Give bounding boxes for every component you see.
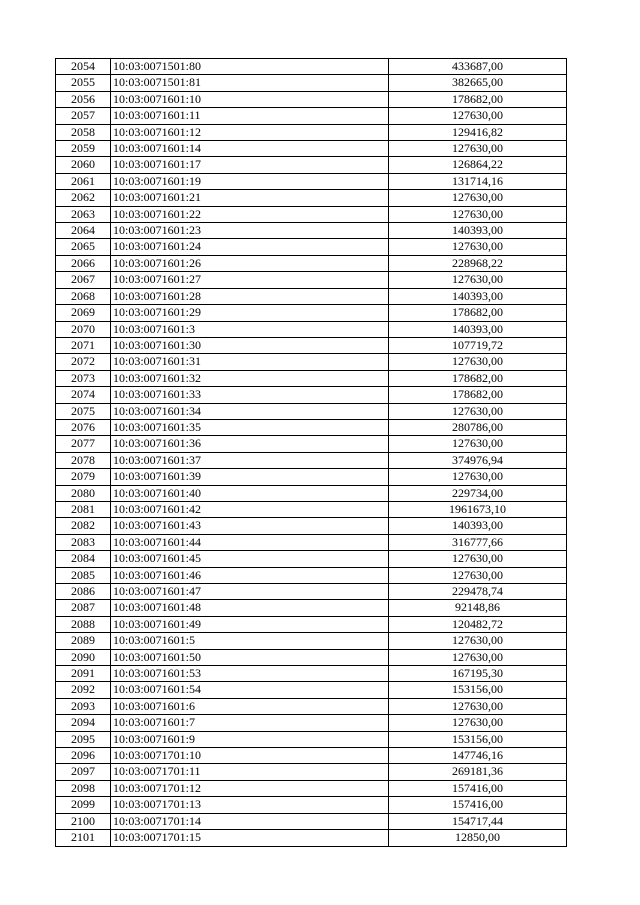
value-cell: 127630,00 xyxy=(389,354,567,370)
table-row xyxy=(56,75,567,91)
value-cell: 92148,86 xyxy=(389,600,567,616)
row-number-cell: 2086 xyxy=(56,584,111,600)
cadastral-number-cell: 10:03:0071601:7 xyxy=(111,715,389,731)
table-row xyxy=(56,288,567,304)
cadastral-number-cell: 10:03:0071601:45 xyxy=(111,551,389,567)
table-row xyxy=(56,354,567,370)
row-number-cell: 2078 xyxy=(56,452,111,468)
cadastral-number-cell: 10:03:0071601:36 xyxy=(111,436,389,452)
row-number-cell: 2098 xyxy=(56,780,111,796)
value-cell: 127630,00 xyxy=(389,206,567,222)
value-cell: 127630,00 xyxy=(389,108,567,124)
table-row xyxy=(56,649,567,665)
row-number-cell: 2064 xyxy=(56,223,111,239)
value-cell: 153156,00 xyxy=(389,731,567,747)
table-row xyxy=(56,830,567,846)
row-number-cell: 2059 xyxy=(56,141,111,157)
cadastral-number-cell: 10:03:0071601:5 xyxy=(111,633,389,649)
table-body xyxy=(56,59,567,847)
row-number-cell: 2084 xyxy=(56,551,111,567)
table-row xyxy=(56,584,567,600)
row-number-cell: 2076 xyxy=(56,419,111,435)
cadastral-number-cell: 10:03:0071601:30 xyxy=(111,337,389,353)
table-row xyxy=(56,469,567,485)
table-row xyxy=(56,748,567,764)
cadastral-number-cell: 10:03:0071601:35 xyxy=(111,419,389,435)
cadastral-number-cell: 10:03:0071601:17 xyxy=(111,157,389,173)
table-row xyxy=(56,190,567,206)
cadastral-number-cell: 10:03:0071601:29 xyxy=(111,305,389,321)
table-row xyxy=(56,501,567,517)
value-cell: 382665,00 xyxy=(389,75,567,91)
cadastral-number-cell: 10:03:0071601:9 xyxy=(111,731,389,747)
value-cell: 178682,00 xyxy=(389,305,567,321)
value-cell: 153156,00 xyxy=(389,682,567,698)
value-cell: 129416,82 xyxy=(389,124,567,140)
value-cell: 127630,00 xyxy=(389,567,567,583)
table-row xyxy=(56,666,567,682)
row-number-cell: 2091 xyxy=(56,666,111,682)
cadastral-number-cell: 10:03:0071601:44 xyxy=(111,534,389,550)
cadastral-number-cell: 10:03:0071701:13 xyxy=(111,797,389,813)
table-row xyxy=(56,518,567,534)
row-number-cell: 2073 xyxy=(56,370,111,386)
row-number-cell: 2057 xyxy=(56,108,111,124)
row-number-cell: 2083 xyxy=(56,534,111,550)
table-row xyxy=(56,403,567,419)
row-number-cell: 2074 xyxy=(56,387,111,403)
row-number-cell: 2058 xyxy=(56,124,111,140)
table-row xyxy=(56,173,567,189)
table-row xyxy=(56,797,567,813)
row-number-cell: 2054 xyxy=(56,59,111,75)
cadastral-number-cell: 10:03:0071601:11 xyxy=(111,108,389,124)
cadastral-number-cell: 10:03:0071601:53 xyxy=(111,666,389,682)
row-number-cell: 2069 xyxy=(56,305,111,321)
cadastral-number-cell: 10:03:0071601:12 xyxy=(111,124,389,140)
value-cell: 280786,00 xyxy=(389,419,567,435)
table-row xyxy=(56,436,567,452)
cadastral-number-cell: 10:03:0071601:43 xyxy=(111,518,389,534)
table-row xyxy=(56,485,567,501)
table-row xyxy=(56,337,567,353)
row-number-cell: 2066 xyxy=(56,255,111,271)
value-cell: 140393,00 xyxy=(389,223,567,239)
row-number-cell: 2056 xyxy=(56,91,111,107)
table-row xyxy=(56,206,567,222)
table-row xyxy=(56,305,567,321)
table-row xyxy=(56,387,567,403)
row-number-cell: 2101 xyxy=(56,830,111,846)
value-cell: 126864,22 xyxy=(389,157,567,173)
value-cell: 269181,36 xyxy=(389,764,567,780)
value-cell: 154717,44 xyxy=(389,813,567,829)
table-row xyxy=(56,255,567,271)
table-row xyxy=(56,600,567,616)
row-number-cell: 2089 xyxy=(56,633,111,649)
value-cell: 374976,94 xyxy=(389,452,567,468)
value-cell: 229478,74 xyxy=(389,584,567,600)
table-row xyxy=(56,108,567,124)
value-cell: 107719,72 xyxy=(389,337,567,353)
table-row xyxy=(56,272,567,288)
table-row xyxy=(56,633,567,649)
cadastral-number-cell: 10:03:0071601:19 xyxy=(111,173,389,189)
value-cell: 1961673,10 xyxy=(389,501,567,517)
row-number-cell: 2060 xyxy=(56,157,111,173)
cadastral-number-cell: 10:03:0071601:3 xyxy=(111,321,389,337)
row-number-cell: 2077 xyxy=(56,436,111,452)
row-number-cell: 2079 xyxy=(56,469,111,485)
cadastral-number-cell: 10:03:0071601:39 xyxy=(111,469,389,485)
cadastral-number-cell: 10:03:0071601:28 xyxy=(111,288,389,304)
value-cell: 229734,00 xyxy=(389,485,567,501)
row-number-cell: 2061 xyxy=(56,173,111,189)
cadastral-number-cell: 10:03:0071601:32 xyxy=(111,370,389,386)
table-row xyxy=(56,370,567,386)
cadastral-number-cell: 10:03:0071601:33 xyxy=(111,387,389,403)
table-row xyxy=(56,91,567,107)
row-number-cell: 2067 xyxy=(56,272,111,288)
value-cell: 140393,00 xyxy=(389,288,567,304)
table-row xyxy=(56,698,567,714)
table-row xyxy=(56,223,567,239)
row-number-cell: 2082 xyxy=(56,518,111,534)
table-row xyxy=(56,731,567,747)
value-cell: 127630,00 xyxy=(389,141,567,157)
cadastral-number-cell: 10:03:0071601:26 xyxy=(111,255,389,271)
cadastral-number-cell: 10:03:0071601:6 xyxy=(111,698,389,714)
row-number-cell: 2085 xyxy=(56,567,111,583)
row-number-cell: 2080 xyxy=(56,485,111,501)
row-number-cell: 2063 xyxy=(56,206,111,222)
cadastral-number-cell: 10:03:0071601:21 xyxy=(111,190,389,206)
cadastral-number-cell: 10:03:0071601:42 xyxy=(111,501,389,517)
value-cell: 127630,00 xyxy=(389,633,567,649)
value-cell: 157416,00 xyxy=(389,797,567,813)
cadastral-number-cell: 10:03:0071601:14 xyxy=(111,141,389,157)
cadastral-number-cell: 10:03:0071601:46 xyxy=(111,567,389,583)
row-number-cell: 2065 xyxy=(56,239,111,255)
table-row xyxy=(56,780,567,796)
cadastral-number-cell: 10:03:0071601:34 xyxy=(111,403,389,419)
table-row xyxy=(56,567,567,583)
cadastral-number-cell: 10:03:0071601:24 xyxy=(111,239,389,255)
table-row xyxy=(56,124,567,140)
cadastral-number-cell: 10:03:0071601:50 xyxy=(111,649,389,665)
cadastral-number-cell: 10:03:0071701:15 xyxy=(111,830,389,846)
cadastral-number-cell: 10:03:0071501:81 xyxy=(111,75,389,91)
table-row xyxy=(56,452,567,468)
row-number-cell: 2095 xyxy=(56,731,111,747)
value-cell: 127630,00 xyxy=(389,715,567,731)
table-row xyxy=(56,59,567,75)
cadastral-number-cell: 10:03:0071601:23 xyxy=(111,223,389,239)
value-cell: 433687,00 xyxy=(389,59,567,75)
cadastral-number-cell: 10:03:0071601:48 xyxy=(111,600,389,616)
cadastral-number-cell: 10:03:0071601:54 xyxy=(111,682,389,698)
cadastral-number-cell: 10:03:0071701:14 xyxy=(111,813,389,829)
value-cell: 167195,30 xyxy=(389,666,567,682)
row-number-cell: 2092 xyxy=(56,682,111,698)
value-cell: 316777,66 xyxy=(389,534,567,550)
value-cell: 12850,00 xyxy=(389,830,567,846)
cadastral-number-cell: 10:03:0071601:40 xyxy=(111,485,389,501)
row-number-cell: 2075 xyxy=(56,403,111,419)
value-cell: 131714,16 xyxy=(389,173,567,189)
cadastral-number-cell: 10:03:0071601:31 xyxy=(111,354,389,370)
value-cell: 178682,00 xyxy=(389,387,567,403)
cadastral-number-cell: 10:03:0071601:37 xyxy=(111,452,389,468)
table-row xyxy=(56,419,567,435)
table-row xyxy=(56,239,567,255)
value-cell: 147746,16 xyxy=(389,748,567,764)
value-cell: 127630,00 xyxy=(389,239,567,255)
cadastral-number-cell: 10:03:0071601:49 xyxy=(111,616,389,632)
row-number-cell: 2100 xyxy=(56,813,111,829)
row-number-cell: 2094 xyxy=(56,715,111,731)
row-number-cell: 2068 xyxy=(56,288,111,304)
table-row xyxy=(56,813,567,829)
value-cell: 127630,00 xyxy=(389,403,567,419)
cadastral-number-cell: 10:03:0071601:10 xyxy=(111,91,389,107)
value-cell: 127630,00 xyxy=(389,272,567,288)
cadastral-number-cell: 10:03:0071601:27 xyxy=(111,272,389,288)
table-row xyxy=(56,682,567,698)
table-row xyxy=(56,764,567,780)
row-number-cell: 2081 xyxy=(56,501,111,517)
row-number-cell: 2093 xyxy=(56,698,111,714)
value-cell: 178682,00 xyxy=(389,370,567,386)
cadastral-number-cell: 10:03:0071701:10 xyxy=(111,748,389,764)
cadastral-number-cell: 10:03:0071701:12 xyxy=(111,780,389,796)
value-cell: 127630,00 xyxy=(389,190,567,206)
table-row xyxy=(56,321,567,337)
value-cell: 178682,00 xyxy=(389,91,567,107)
value-cell: 127630,00 xyxy=(389,698,567,714)
table-row xyxy=(56,534,567,550)
row-number-cell: 2072 xyxy=(56,354,111,370)
table-row xyxy=(56,157,567,173)
value-cell: 140393,00 xyxy=(389,321,567,337)
table-row xyxy=(56,141,567,157)
row-number-cell: 2055 xyxy=(56,75,111,91)
value-cell: 127630,00 xyxy=(389,469,567,485)
row-number-cell: 2087 xyxy=(56,600,111,616)
cadastral-number-cell: 10:03:0071601:22 xyxy=(111,206,389,222)
row-number-cell: 2090 xyxy=(56,649,111,665)
cadastral-number-cell: 10:03:0071601:47 xyxy=(111,584,389,600)
value-cell: 127630,00 xyxy=(389,649,567,665)
row-number-cell: 2071 xyxy=(56,337,111,353)
value-cell: 157416,00 xyxy=(389,780,567,796)
table-row xyxy=(56,715,567,731)
table-row xyxy=(56,551,567,567)
value-cell: 140393,00 xyxy=(389,518,567,534)
row-number-cell: 2088 xyxy=(56,616,111,632)
cadastral-number-cell: 10:03:0071701:11 xyxy=(111,764,389,780)
row-number-cell: 2062 xyxy=(56,190,111,206)
row-number-cell: 2099 xyxy=(56,797,111,813)
row-number-cell: 2096 xyxy=(56,748,111,764)
table-row xyxy=(56,616,567,632)
cadastral-value-table xyxy=(55,58,567,847)
value-cell: 127630,00 xyxy=(389,551,567,567)
row-number-cell: 2097 xyxy=(56,764,111,780)
cadastral-number-cell: 10:03:0071501:80 xyxy=(111,59,389,75)
value-cell: 228968,22 xyxy=(389,255,567,271)
value-cell: 127630,00 xyxy=(389,436,567,452)
row-number-cell: 2070 xyxy=(56,321,111,337)
value-cell: 120482,72 xyxy=(389,616,567,632)
